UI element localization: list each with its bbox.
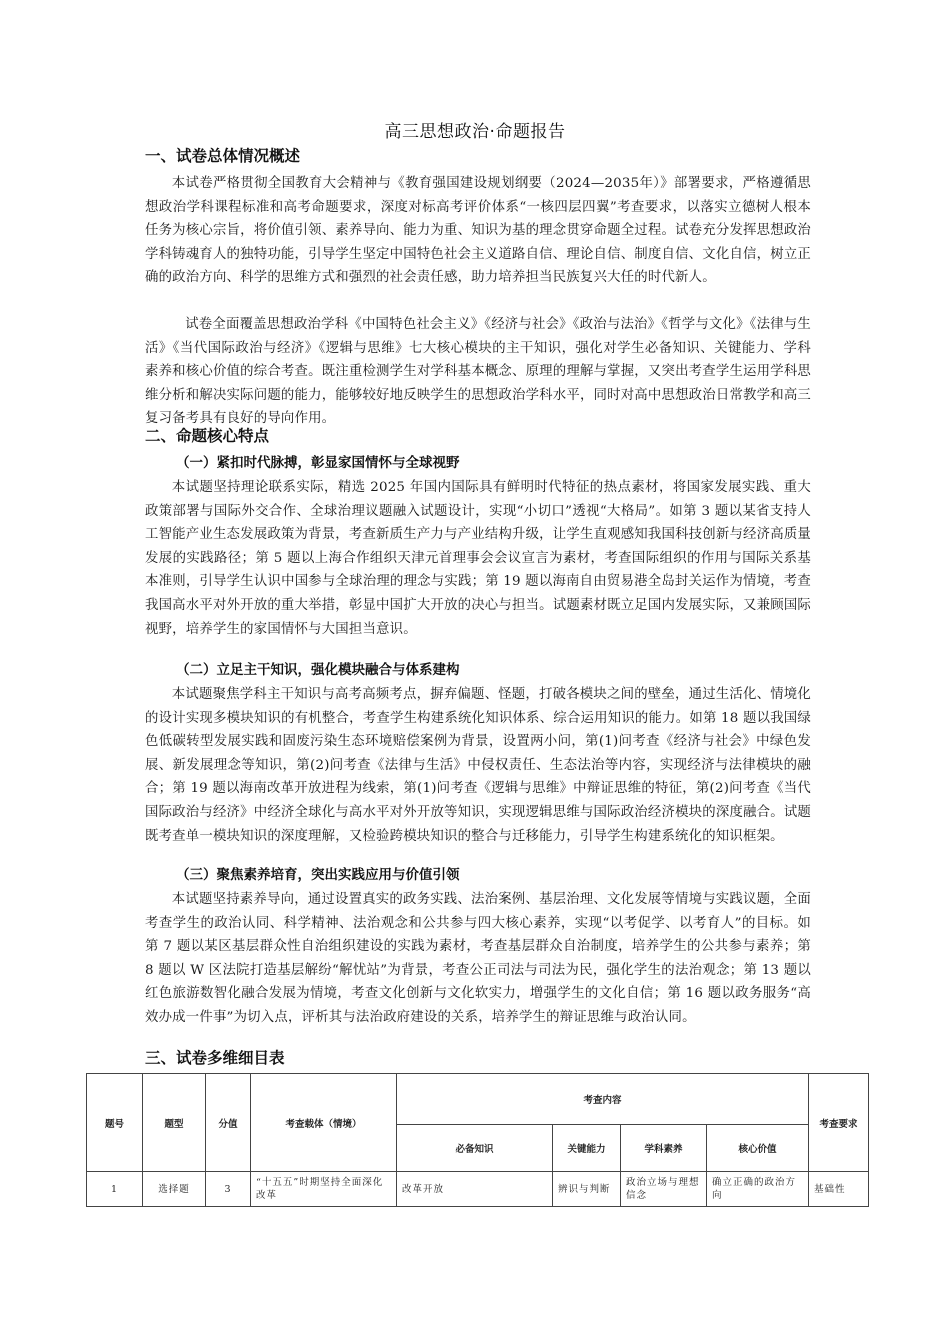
section-heading-features: 二、命题核心特点	[145, 427, 270, 445]
cell-literacy: 政治立场与理想信念	[621, 1172, 707, 1207]
header-question-type: 题型	[143, 1074, 206, 1172]
cell-question-type: 选择题	[143, 1172, 206, 1207]
header-question-no: 题号	[87, 1074, 143, 1172]
cell-requirement: 基础性	[809, 1172, 869, 1207]
header-requirement: 考查要求	[809, 1074, 869, 1172]
subsection-paragraph-1: 本试题坚持理论联系实际，精选 2025 年国内国际具有鲜明时代特征的热点素材，将国家发展实践、重大政策部署与国际外交合作、全球治理议题融入试题设计，实现“小切口”透视“大格局”。如第 3 题以某省支持人工智能产业生态发展政策为背景，考查新质生产力与产业结构升级，让学生直观感知我国科技创新与经济高质量发展的实践路径；第 5 题以上海合作组织天津元首理事会会议宣言为素材，考查国际组织的作用与国际关系基本准则，引导学生认识中国参与全球治理的理念与实践；第 19 题以海南自由贸易港全岛封关运作为情境，考查我国高水平对外开放的重大举措，彰显中国扩大开放的决心与担当。试题素材既立足国内发展实际，又兼顾国际视野，培养学生的家国情怀与大国担当意识。	[145, 480, 811, 637]
header-content-group: 考查内容	[397, 1074, 809, 1125]
subsection-heading-2: （二）立足主干知识，强化模块融合与体系建构	[176, 662, 460, 678]
table-row	[87, 1172, 869, 1207]
subsection-paragraph-2: 本试题聚焦学科主干知识与高考高频考点，摒弃偏题、怪题，打破各模块之间的壁垒，通过生活化、情境化的设计实现多模块知识的有机整合，考查学生构建系统化知识体系、综合运用知识的能力。如第 18 题以我国绿色低碳转型发展实践和固废污染生态环境赔偿案例为背景，设置两小问，第(1)问考查《经济与社会》中绿色发展、新发展理念等知识，第(2)问考查《法律与生活》中侵权责任、生态法治等内容，实现经济与法律模块的融合；第 19 题以海南改革开放进程为线索，第(1)问考查《逻辑与思维》中辩证思维的特征，第(2)问考查《当代国际政治与经济》中经济全球化与高水平对外开放等知识，实现逻辑思维与国际政治经济模块的深度融合。试题既考查单一模块知识的深度理解，又检验跨模块知识的整合与迁移能力，引导学生构建系统化的知识框架。	[145, 687, 811, 844]
header-score: 分值	[206, 1074, 251, 1172]
cell-context: “十五五”时期坚持全面深化改革	[251, 1172, 397, 1207]
header-knowledge: 必备知识	[397, 1125, 553, 1172]
subsection-paragraph-3: 本试题坚持素养导向，通过设置真实的政务实践、法治案例、基层治理、文化发展等情境与实践议题，全面考查学生的政治认同、科学精神、法治观念和公共参与四大核心素养，实现“以考促学、以考育人”的目标。如第 7 题以某区基层群众性自治组织建设的实践为素材，考查基层群众自治制度，培养学生的公共参与素养；第 8 题以 W 区法院打造基层解纷“解忧站”为背景，考查公正司法与司法为民，强化学生的法治观念；第 13 题以红色旅游数智化融合发展为情境，考查文化创新与文化软实力，增强学生的文化自信；第 16 题以政务服务“高效办成一件事”为切入点，评析其与法治政府建设的关系，培养学生的辩证思维与政治认同。	[145, 892, 811, 1025]
document-title: 高三思想政治·命题报告	[384, 122, 566, 142]
cell-ability: 辨识与判断	[553, 1172, 621, 1207]
header-literacy: 学科素养	[621, 1125, 707, 1172]
overview-paragraph-1: 本试卷严格贯彻全国教育大会精神与《教育强国建设规划纲要（2024—2035年）》部署要求，严格遵循思想政治学科课程标准和高考命题要求，深度对标高考评价体系“一核四层四翼”考查要求，以落实立德树人根本任务为核心宗旨，将价值引领、素养导向、能力为重、知识为基的理念贯穿命题全过程。试卷充分发挥思想政治学科铸魂育人的独特功能，引导学生坚定中国特色社会主义道路自信、理论自信、制度自信、文化自信，树立正确的政治方向、科学的思维方式和强烈的社会责任感，助力培养担当民族复兴大任的时代新人。	[145, 176, 811, 286]
subsection-heading-3: （三）聚焦素养培育，突出实践应用与价值引领	[176, 867, 460, 883]
cell-value: 确立正确的政治方向	[707, 1172, 809, 1207]
cell-question-no: 1	[87, 1172, 143, 1207]
header-value: 核心价值	[707, 1125, 809, 1172]
subsection-heading-1: （一）紧扣时代脉搏，彰显家国情怀与全球视野	[176, 455, 460, 471]
cell-score: 3	[206, 1172, 251, 1207]
spec-table	[86, 1073, 869, 1207]
overview-paragraph-2: 试卷全面覆盖思想政治学科《中国特色社会主义》《经济与社会》《政治与法治》《哲学与文化》《法律与生活》《当代国际政治与经济》《逻辑与思维》七大核心模块的主干知识，强化对学生必备知识、关键能力、学科素养和核心价值的综合考查。既注重检测学生对学科基本概念、原理的理解与掌握，又突出考查学生运用学科思维分析和解决实际问题的能力，能够较好地反映学生的思想政治学科水平，同时对高中思想政治日常教学和高三复习备考具有良好的导向作用。	[145, 317, 811, 427]
header-ability: 关键能力	[553, 1125, 621, 1172]
header-context: 考查载体（情境）	[251, 1074, 397, 1172]
cell-knowledge: 改革开放	[397, 1172, 553, 1207]
section-heading-overview: 一、试卷总体情况概述	[145, 147, 301, 165]
section-heading-table: 三、试卷多维细目表	[145, 1049, 285, 1067]
